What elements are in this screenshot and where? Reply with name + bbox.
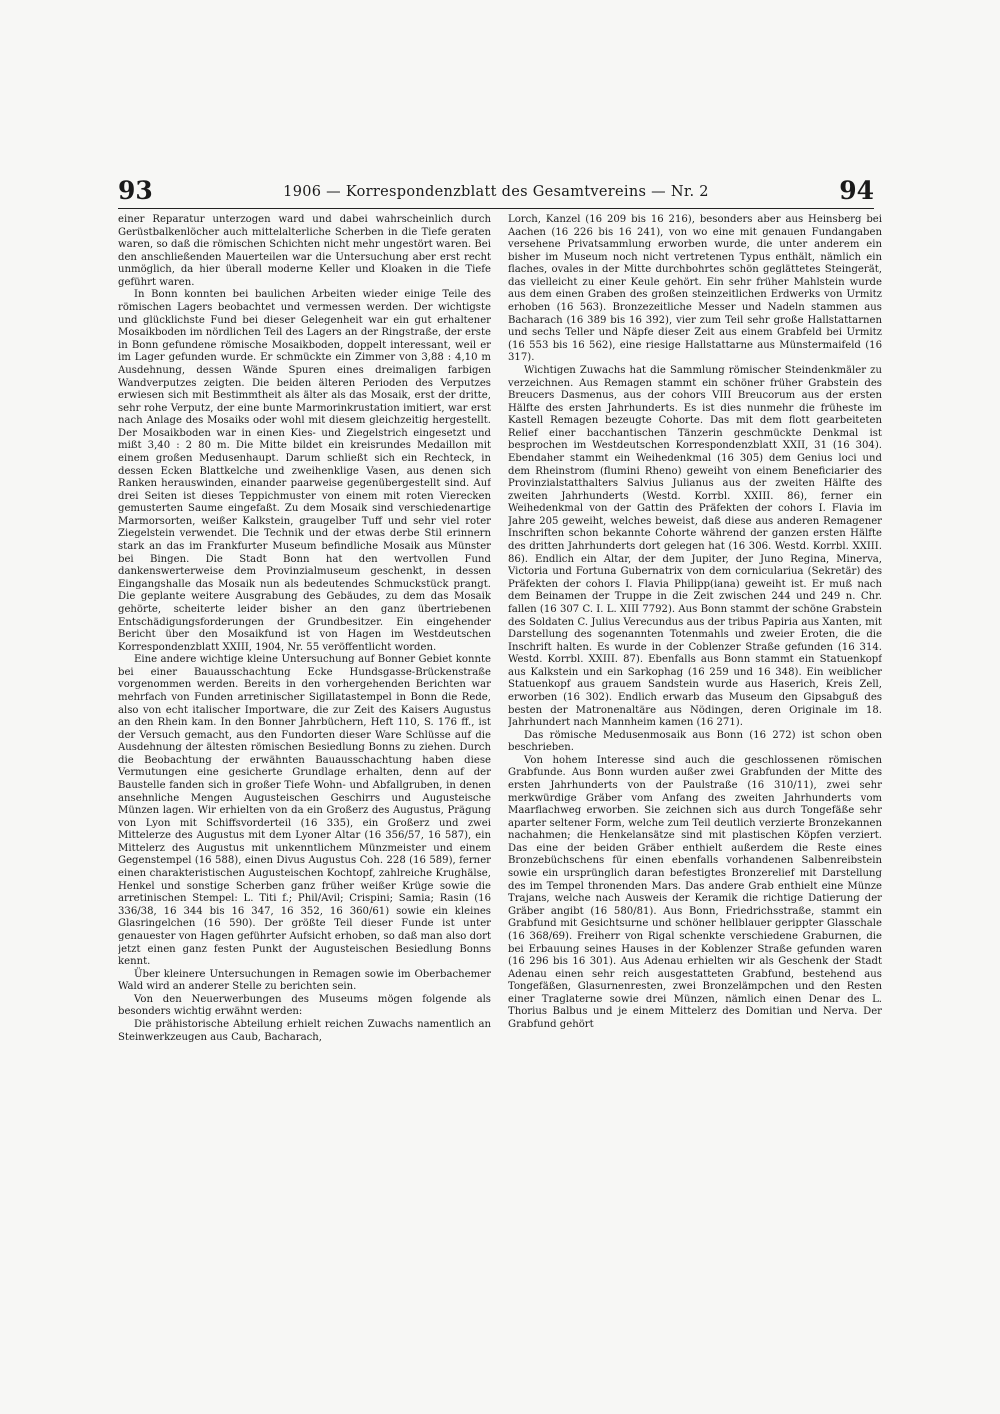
paragraph: Eine andere wichtige kleine Untersuchung auf Bonner Gebiet konnte bei einer Bauausschachtung Ecke Hundsgasse-Brückenstraße vorgenommen werden. Bereits in den vorhergehenden Berichten war mehrfach von Funden arretinischer Sigillatastempel in Bonn die Rede, also von echt italischer Importware, die zur Zeit des Kaisers Augustus an den Rhein kam. In den Bonner Jahrbüchern, Heft 110, S. 176 ff., ist der Versuch gemacht, aus den Fundorten dieser Ware Schlüsse auf die Ausdehnung der ältesten römischen Besiedlung Bonns zu ziehen. Durch die Beobachtung der erwähnten Bauausschachtung haben diese Vermutungen eine gesicherte Grundlage erhalten, denn auf der Baustelle fanden sich in großer Tiefe Wohn- und Abfallgruben, in denen ansehnliche Mengen Augusteischen Geschirrs und Augusteische Münzen lagen. Wir erhielten von da ein Großerz des Augustus, Prägung von Lyon mit Schiffsvorderteil (16 335), ein Großerz und zwei Mittelerze des Augustus mit dem Lyoner Altar (16 356/57, 16 587), ein Mittelerz des Augustus mit unkenntlichem Münzmeister und einem Gegenstempel (16 588), einen Divus Augustus Coh. 228 (16 589), ferner einen charakteristischen Augusteischen Kochtopf, zahlreiche Krughälse, Henkel und sonstige Scherben ganz früher weißer Krüge sowie die arretinischen Stempel: L. Titi f.; Phil/Avil; Crispini; Samia; Rasin (16 336/38, 16 344 bis 16 347, 16 352, 16 360/61) sowie ein kleines Glasringelchen (16 590). Der größte Teil dieser Funde ist unter genauester von Hagen geführter Aufsicht erhoben, so daß man also dort jetzt einen ganz festen Punkt der Augusteischen Besiedlung Bonns kennt. [118,654,491,968]
paragraph: einer Reparatur unterzogen ward und dabei wahrscheinlich durch Gerüstbalkenlöcher auch mittelalterliche Scherben in die Tiefe geraten waren, so daß die römischen Schichten nicht mehr ungestört waren. Bei den anschließenden Mauerteilen war die Untersuchung aber erst recht unmöglich, da hier überall moderne Keller und Kloaken in die Tiefe geführt waren. [118,214,491,288]
page-number-right: 94 [839,176,874,205]
paragraph: Das römische Medusenmosaik aus Bonn (16 272) ist schon oben beschrieben. [508,729,882,754]
left-column [118,214,491,1214]
right-column [508,214,882,1214]
page-number-left: 93 [118,176,153,205]
paragraph: Lorch, Kanzel (16 209 bis 16 216), besonders aber aus Heinsberg bei Aachen (16 226 bis 16 241), von wo eine mit genauen Fundangaben versehene Privatsammlung erworben wurde, die unter anderem ein bisher im Museum noch nicht vertretenen Typus enthält, nämlich ein flaches, ovales in der Mitte durchbohrtes schön geglättetes Steingerät, das vielleicht zu einer Keule gehört. Ein sehr früher Mahlstein wurde aus dem einen Graben des großen steinzeitlichen Erdwerks von Urmitz erhoben (16 563). Bronzezeitliche Messer und Nadeln stammen aus Bacharach (16 389 bis 16 392), vier zum Teil sehr große Hallstattarnen und sechs Teller und Näpfe dieser Zeit aus einem Grabfeld bei Urmitz (16 553 bis 16 562), eine riesige Hallstattarne aus Münstermaifeld (16 317). [508,214,882,364]
page-header [118,176,874,209]
paragraph: Von den Neuerwerbungen des Museums mögen folgende als besonders wichtig erwähnt werden: [118,993,491,1018]
paragraph: Über kleinere Untersuchungen in Remagen sowie im Oberbachemer Wald wird an anderer Stelle zu berichten sein. [118,968,491,993]
paragraph: Die prähistorische Abteilung erhielt reichen Zuwachs namentlich an Steinwerkzeugen aus Caub, Bacharach, [118,1019,491,1043]
paragraph: Von hohem Interesse sind auch die geschlossenen römischen Grabfunde. Aus Bonn wurden außer zwei Grabfunden der Mitte des ersten Jahrhunderts von der Paulstraße (16 310/11), zwei sehr merkwürdige Gräber vom Anfang des zweiten Jahrhunderts vom Maarflachweg erworben. Sie zeichnen sich aus durch Tongefäße sehr aparter seltener Form, welche zum Teil deutlich verzierte Bronzekannen nachahmen; die Henkelansätze sind mit plastischen Köpfen verziert. Das eine der beiden Gräber enthielt außerdem die Reste eines Bronzebüchschens für einen ebenfalls vorhandenen Salbenreibstein sowie ein ursprünglich daran befestigtes Bronzerelief mit Darstellung des im Tempel thronenden Mars. Das andere Grab enthielt eine Münze Trajans, welche nach Ausweis der Keramik die richtige Datierung der Gräber angibt (16 580/81). Aus Bonn, Friedrichsstraße, stammt ein Grabfund mit Gesichtsurne und schöner hellblauer gerippter Glasschale (16 368/69). Freiherr von Rigal schenkte verschiedene Graburnen, die bei Erbauung seines Hauses in der Koblenzer Straße gefunden waren (16 296 bis 16 301). Aus Adenau erhielten wir als Geschenk der Stadt Adenau einen sehr reich ausgestatteten Grabfund, bestehend aus Tongefäßen, Glasurnenresten, zwei Bronzelämpchen und den Resten einer Traglaterne sowie drei Münzen, nämlich einen Denar des L. Thorius Balbus und je einem Mittelerz des Domitian und Nerva. Der Grabfund gehört [508,754,882,1030]
paragraph: Wichtigen Zuwachs hat die Sammlung römischer Steindenkmäler zu verzeichnen. Aus Remagen stammt ein schöner früher Grabstein des Breucers Dasmenus, aus der cohors VIII Breucorum aus der ersten Hälfte des ersten Jahrhunderts. Es ist dies nunmehr die früheste im Kastell Remagen bezeugte Cohorte. Das mit dem flott gearbeiteten Relief einer bacchantischen Tänzerin geschmückte Denkmal ist besprochen im Westdeutschen Korrespondenzblatt XXII, 31 (16 304). Ebendaher stammt ein Weihedenkmal (16 305) dem Genius loci und dem Rheinstrom (flumini Rheno) geweiht von einem Beneficiarier des Provinzialstatthalters Salvius Julianus aus der zweiten Hälfte des zweiten Jahrhunderts (Westd. Korrbl. XXIII. 86), ferner ein Weihedenkmal von der Gattin des Präfekten der cohors I. Flavia im Jahre 205 geweiht, welches beweist, daß diese aus anderen Remagener Inschriften schon bekannte Cohorte während der ganzen ersten Hälfte des dritten Jahrhunderts dort gelegen hat (16 306. Westd. Korrbl. XXIII. 86). Endlich ein Altar, der dem Jupiter, der Juno Regina, Minerva, Victoria und Fortuna Gubernatrix von dem corniculariua (Sekretär) des Präfekten der cohors I. Flavia Philipp(iana) geweiht ist. Er muß nach dem Beinamen der Truppe in die Zeit zwischen 244 und 249 n. Chr. fallen (16 307 C. I. L. XIII 7792). Aus Bonn stammt der schöne Grabstein des Soldaten C. Julius Verecundus aus der tribus Papiria aus Xanten, mit Darstellung des sogenannten Totenmahls und zweier Eroten, die die Inschrift halten. Es wurde in der Coblenzer Straße gefunden (16 314. Westd. Korrbl. XXIII. 87). Ebenfalls aus Bonn stammt ein Statuenkopf aus Kalkstein und ein Sarkophag (16 259 und 16 348). Ein weiblicher Statuenkopf aus grauem Sandstein wurde aus Haserich, Kreis Zell, erworben (16 302). Endlich erwarb das Museum den Gipsabguß des besten der Matronenaltäre aus Nödingen, deren Originale im 18. Jahrhundert nach Mannheim kamen (16 271). [508,364,882,729]
running-title: 1906 — Korrespondenzblatt des Gesamtvereins — Nr. 2 [283,184,709,200]
paragraph: In Bonn konnten bei baulichen Arbeiten wieder einige Teile des römischen Lagers beobachtet und vermessen werden. Der wichtigste und glücklichste Fund bei dieser Gelegenheit war ein gut erhaltener Mosaikboden im nördlichen Teil des Lagers an der Ringstraße, der erste in Bonn gefundene römische Mosaikboden, doppelt interessant, weil er im Lager gefunden wurde. Er schmückte ein Zimmer von 3,88 : 4,10 m Ausdehnung, dessen Wände Spuren eines dreimaligen farbigen Wandverputzes zeigten. Die beiden älteren Perioden des Verputzes erwiesen sich mit Bestimmtheit als älter als das Mosaik, erst der dritte, sehr rohe Verputz, der eine bunte Marmorinkrustation imitiert, war erst nach Anlage des Mosaiks oder wohl mit diesem gleichzeitig hergestellt. Der Mosaikboden war in einen Kies- und Ziegelstrich eingesetzt und mißt 3,40 : 2 80 m. Die Mitte bildet ein kreisrundes Medaillon mit einem großen Medusenhaupt. Darum schließt sich ein Rechteck, in dessen Ecken Blattkelche und zweihenklige Vasen, aus denen sich Ranken herauswinden, einander paarweise gegenübergestellt sind. Auf drei Seiten ist dieses Teppichmuster von einem mit roten Vierecken gemusterten Saume eingefaßt. Zu dem Mosaik sind verschiedenartige Marmorsorten, weißer Kalkstein, graugelber Tuff und sehr viel roter Ziegelstein verwendet. Die Technik und der etwas derbe Stil erinnern stark an das im Frankfurter Museum befindliche Mosaik aus Münster bei Bingen. Die Stadt Bonn hat den wertvollen Fund dankenswerterweise dem Provinzialmuseum geschenkt, in dessen Eingangshalle das Mosaik nun als bedeutendes Schmuckstück prangt. Die geplante weitere Ausgrabung des Gebäudes, zu dem das Mosaik gehörte, scheiterte leider bisher an den ganz übertriebenen Entschädigungsforderungen der Grundbesitzer. Ein eingehender Bericht über den Mosaikfund ist von Hagen im Westdeutschen Korrespondenzblatt XXIII, 1904, Nr. 55 veröffentlicht worden. [118,289,491,653]
